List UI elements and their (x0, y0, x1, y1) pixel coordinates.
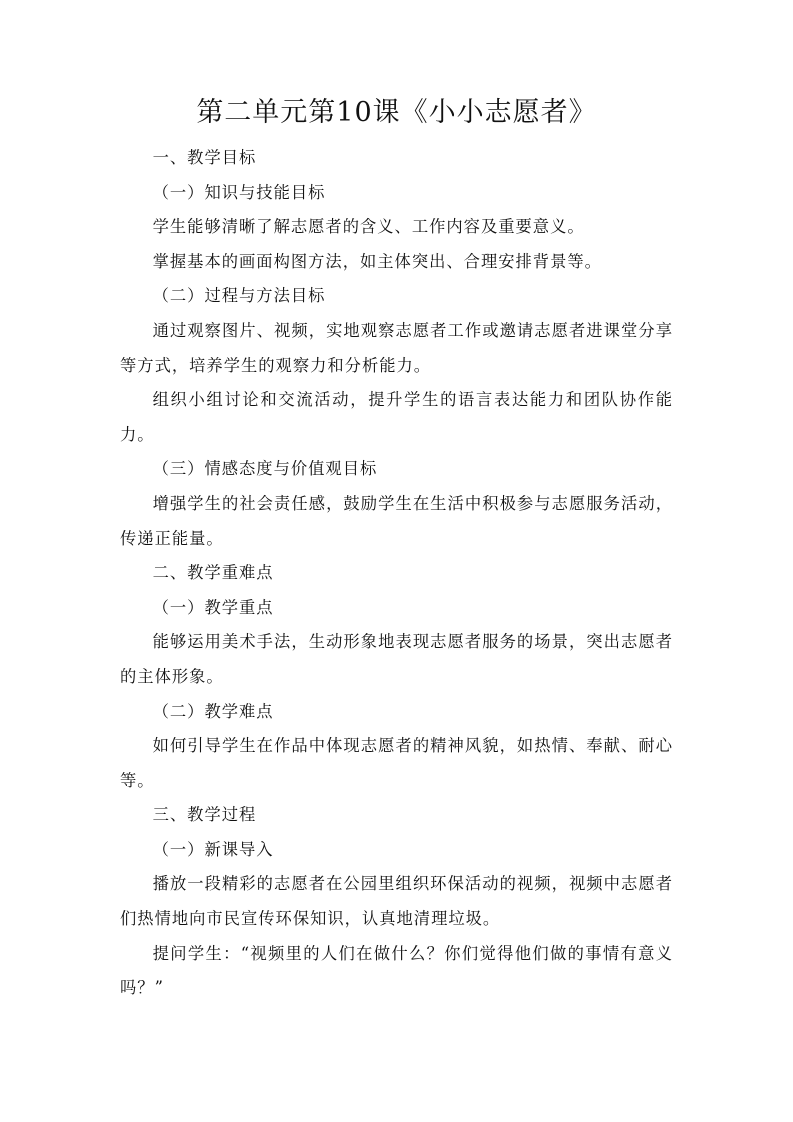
section-heading-key-difficult-points: 二、教学重难点 (152, 563, 274, 583)
body-paragraph: 组织小组讨论和交流活动，提升学生的语言表达能力和团队协作能力。 (120, 390, 673, 444)
subheading-knowledge-skills: （一）知识与技能目标 (152, 182, 326, 202)
body-paragraph: 通过观察图片、视频，实地观察志愿者工作或邀请志愿者进课堂分享等方式，培养学生的观察力和分析能力。 (120, 320, 673, 375)
subheading-lesson-introduction: （一）新课导入 (152, 839, 274, 859)
section-heading-teaching-process: 三、教学过程 (152, 805, 257, 825)
subheading-teaching-difficulty: （二）教学难点 (152, 701, 274, 721)
subheading-process-methods: （二）过程与方法目标 (152, 286, 326, 306)
subheading-emotions-values: （三）情感态度与价值观目标 (152, 459, 378, 479)
body-paragraph: 播放一段精彩的志愿者在公园里组织环保活动的视频，视频中志愿者们热情地向市民宣传环保知识，认真地清理垃圾。 (120, 874, 673, 929)
document-title: 第二单元第10课《小小志愿者》 (196, 97, 597, 128)
body-paragraph: 能够运用美术手法，生动形象地表现志愿者服务的场景，突出志愿者的主体形象。 (120, 632, 673, 686)
body-paragraph: 如何引导学生在作品中体现志愿者的精神风貌，如热情、奉献、耐心等。 (120, 736, 673, 790)
body-paragraph: 增强学生的社会责任感，鼓励学生在生活中积极参与志愿服务活动，传递正能量。 (120, 493, 673, 548)
body-paragraph: 掌握基本的画面构图方法，如主体突出、合理安排背景等。 (152, 251, 602, 271)
section-heading-teaching-objectives: 一、教学目标 (152, 148, 257, 167)
body-paragraph: 提问学生：“视频里的人们在做什么？你们觉得他们做的事情有意义吗？” (120, 943, 673, 998)
body-paragraph: 学生能够清晰了解志愿者的含义、工作内容及重要意义。 (152, 217, 585, 237)
subheading-teaching-focus: （一）教学重点 (152, 597, 274, 617)
